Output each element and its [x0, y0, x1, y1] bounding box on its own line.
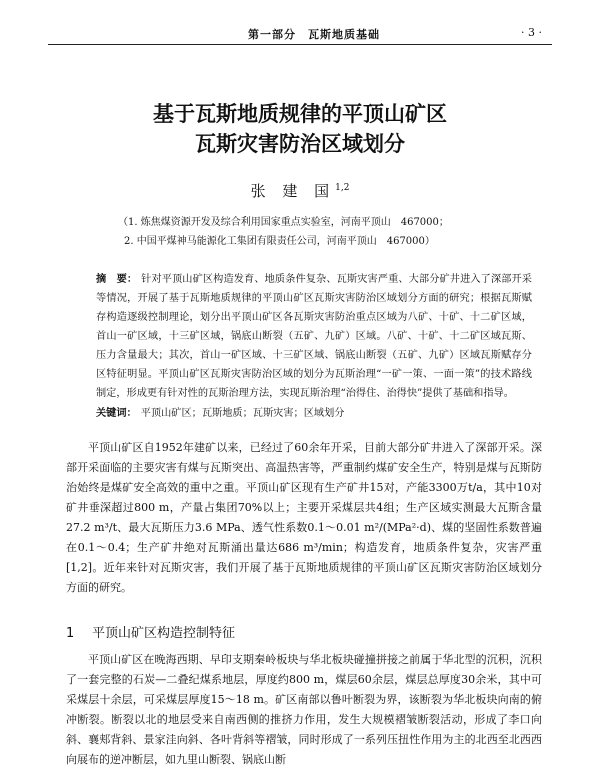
abstract [96, 270, 532, 403]
keywords-text: 平顶山矿区；瓦斯地质；瓦斯灾害；区域划分 [140, 408, 345, 419]
journal-section-title: 第一部分 瓦斯地质基础 [248, 28, 380, 41]
page-number: · 3 · [521, 26, 542, 39]
intro-paragraph: 平顶山矿区自1952年建矿以来，已经过了60余年开采，目前大部分矿井进入了深部开采。深部开采面临的主要灾害有煤与瓦斯突出、高温热害等，严重制约煤矿安全生产，特别是煤与瓦斯防治始终是煤矿安全高效的重中之重。平顶山矿区现有生产矿井15对，产能3300万t/a，其中10对矿井垂深超过800 m，产量占集团70%以上；主要开采煤层共4组；生产区域实测最大瓦斯含量27.2 m³/t、最大瓦斯压力3.6 MPa、透气性系数0.1～0.01 m²/(MPa²·d)、煤的坚固性系数普遍在0.1～0.4；生产矿井绝对瓦斯涌出量达686 m³/min；构造发育，地质条件复杂，灾害严重[1,2]。近年来针对瓦斯灾害，我们开展了基于瓦斯地质规律的平顶山矿区瓦斯灾害防治区域划分方面的研究。 [66, 441, 542, 594]
section-title: 平顶山矿区构造控制特征 [92, 626, 236, 641]
keywords [96, 404, 532, 419]
author-affil-marks: 1,2 [335, 183, 350, 193]
affiliation-1: （1. 炼焦煤资源开发及综合利用国家重点实验室，河南平顶山 467000； [118, 217, 449, 228]
affiliation-2: 2. 中国平煤神马能源化工集团有限责任公司，河南平顶山 467000） [124, 236, 435, 247]
section-number: 1 [66, 626, 75, 641]
paper-title-line2: 瓦斯灾害防治区域划分 [195, 132, 405, 156]
running-header [48, 26, 552, 45]
author-line [0, 180, 600, 201]
paper-title-line1: 基于瓦斯地质规律的平顶山矿区 [153, 102, 447, 126]
author-name: 张 建 国 [250, 182, 336, 200]
abstract-label: 摘 要： [96, 274, 138, 285]
abstract-text: 针对平顶山矿区构造发育、地质条件复杂、瓦斯灾害严重、大部分矿井进入了深部开采等情况，开展了基于瓦斯地质规律的平顶山矿区瓦斯灾害防治区域划分方面的研究；根据瓦斯赋存构造逐级控制理论，划分出平顶山矿区各瓦斯灾害防治重点区域为八矿、十矿、十二矿区域，首山一矿区域，十三矿区域，锅底山断裂（五矿、九矿）区域。八矿、十矿、十二矿区域瓦斯、压力含量最大；其次，首山一矿区域、十三矿区域、锅底山断裂（五矿、九矿）区域瓦斯赋存分区特征明显。平顶山矿区瓦斯灾害防治区域的划分为瓦斯治理“一矿一策、一面一策”的技术路线制定，形成更有针对性的瓦斯治理方法，实现瓦斯治理“治得住、治得快”提供了基础和指导。 [96, 274, 532, 399]
section-heading [66, 622, 235, 641]
section1-paragraph: 平顶山矿区在晚海西期、早印支期秦岭板块与华北板块碰撞拼接之前属于华北型的沉积，沉积了一套完整的石炭—二叠纪煤系地层，厚度约800 m，煤层60余层，煤层总厚度30余米，其中可采煤层十余层，可采煤层厚度15～18 m。矿区南部以鲁叶断裂为界，该断裂为华北板块向南的俯冲断裂。断裂以北的地层受来自南西侧的推挤力作用，发生大规模褶皱断裂活动，形成了李口向斜、襄郏背斜、景家洼向斜、各叶背斜等褶皱，同时形成了一系列压扭性作用为主的北西至北西西向展布的逆冲断层，如九里山断裂、锅底山断 [66, 653, 542, 766]
keywords-label: 关键词： [96, 408, 137, 419]
